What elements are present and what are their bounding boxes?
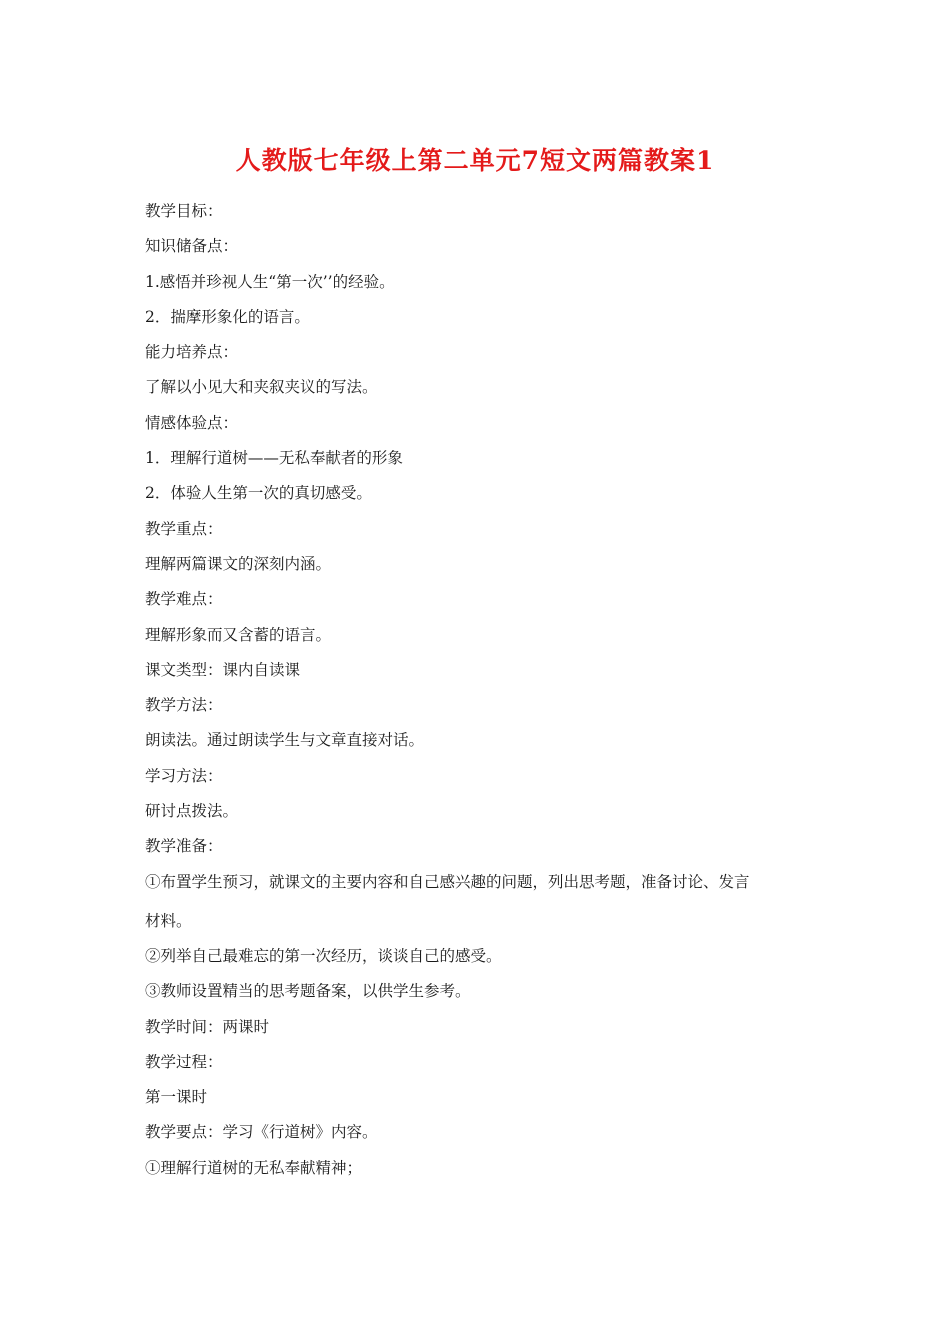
paragraph-line: 理解两篇课文的深刻内涵。 — [145, 554, 332, 573]
section-heading-process: 教学过程： — [145, 1052, 223, 1071]
paragraph-line: 课文类型：课内自读课 — [145, 660, 301, 679]
section-heading-teaching-goals: 教学目标： — [145, 202, 223, 220]
subheading-first-lesson: 第一课时 — [145, 1088, 208, 1107]
subheading-emotion-points: 情感体验点： — [145, 413, 239, 432]
document-body — [145, 200, 815, 1192]
document-title: 人教版七年级上第二单元7短文两篇教案1 — [235, 146, 715, 175]
paragraph-line: 教学要点：学习《行道树》内容。 — [145, 1123, 378, 1142]
list-item: ②列举自己最难忘的第一次经历，谈谈自己的感受。 — [145, 946, 502, 965]
paragraph-line: 研讨点拨法。 — [145, 802, 239, 821]
section-heading-learning-methods: 学习方法： — [145, 766, 223, 785]
list-item: 1．理解行道树——无私奉献者的形象 — [145, 449, 403, 468]
list-item-continuation: 材料。 — [145, 911, 192, 930]
paragraph-line: 朗读法。通过朗读学生与文章直接对话。 — [145, 731, 425, 750]
section-heading-teaching-methods: 教学方法： — [145, 696, 223, 715]
list-item: ①理解行道树的无私奉献精神； — [145, 1158, 363, 1177]
paragraph-line: 了解以小见大和夹叙夹议的写法。 — [145, 378, 378, 397]
list-item: ③教师设置精当的思考题备案，以供学生参考。 — [145, 982, 471, 1001]
section-heading-preparation: 教学准备： — [145, 837, 223, 856]
list-item: ①布置学生预习，就课文的主要内容和自己感兴趣的问题，列出思考题，准备讨论、发言 — [145, 872, 750, 891]
list-item: 2．体验人生第一次的真切感受。 — [145, 484, 372, 503]
list-item: 2．揣摩形象化的语言。 — [145, 307, 310, 326]
section-heading-key-points: 教学重点： — [145, 519, 223, 538]
list-item: 1.感悟并珍视人生“第一次’’的经验。 — [145, 272, 395, 291]
paragraph-line: 教学时间：两课时 — [145, 1017, 270, 1036]
paragraph-line: 理解形象而又含蓄的语言。 — [145, 625, 332, 644]
subheading-ability-points: 能力培养点： — [145, 343, 239, 362]
section-heading-difficulties: 教学难点： — [145, 590, 223, 609]
subheading-knowledge-points: 知识储备点： — [145, 237, 239, 256]
